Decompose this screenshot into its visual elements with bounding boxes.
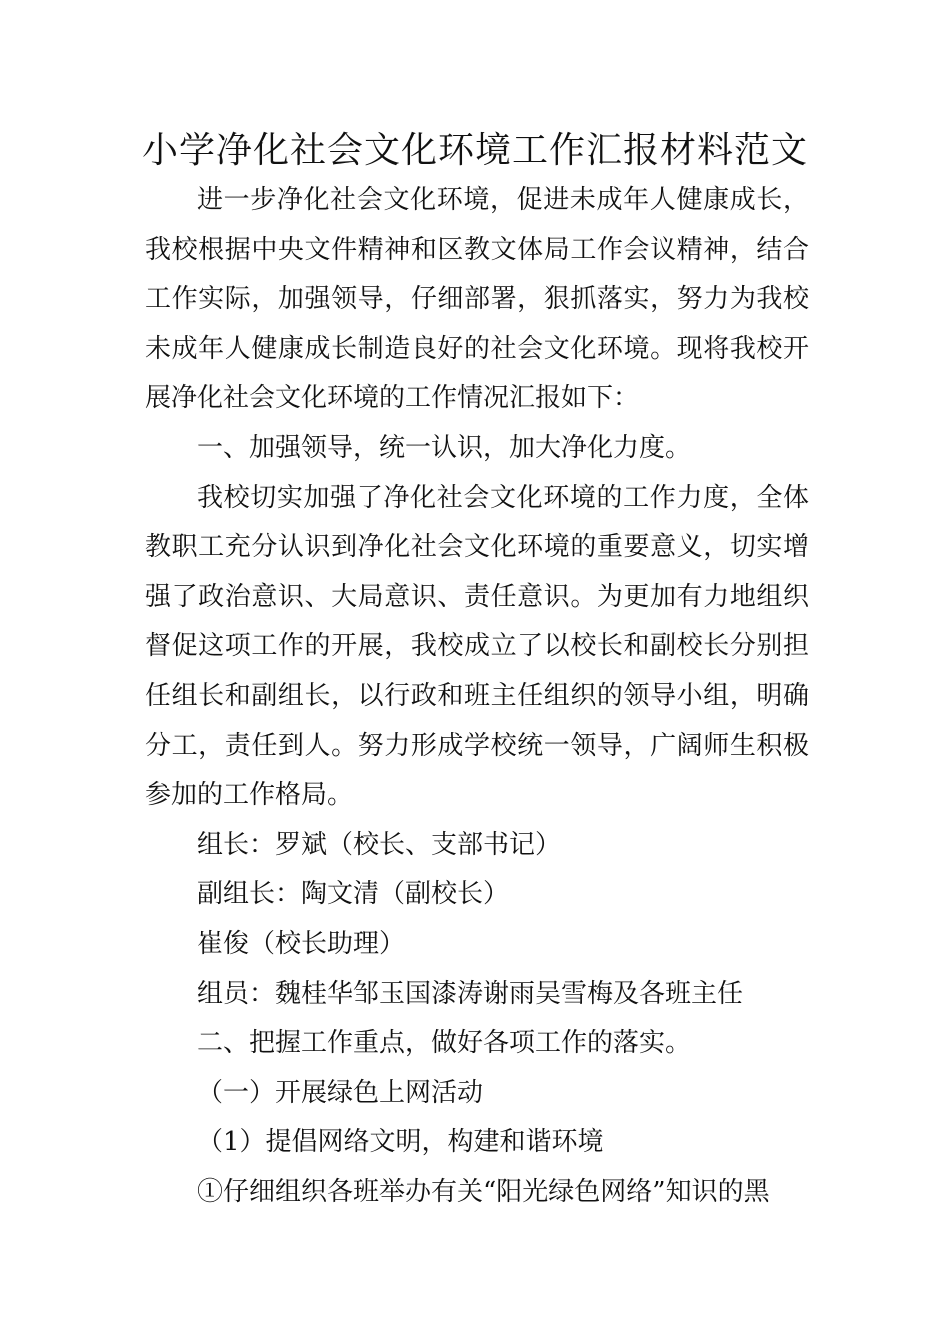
leadership-paragraph: 我校切实加强了净化社会文化环境的工作力度，全体教职工充分认识到净化社会文化环境的重要意义，切实增强了政治意识、大局意识、责任意识。为更加有力地组织督促这项工作的开展，我校成立了以校长和副校长分别担任组长和副组长，以行政和班主任组织的领导小组，明确分工，责任到人。努力形成学校统一领导，广阔师生积极参加的工作格局。 [145,482,809,811]
intro-paragraph: 进一步净化社会文化环境，促进未成年人健康成长，我校根据中央文件精神和区教文体局工作会议精神，结合工作实际，加强领导，仔细部署，狠抓落实，努力为我校未成年人健康成长制造良好的社会文化环境。现将我校开展净化社会文化环境的工作情况汇报如下： [145,185,809,414]
members-line: 组员：魏桂华邹玉国漆涛谢雨吴雪梅及各班主任 [197,978,744,1009]
subsection-heading-1: （一）开展绿色上网活动 [197,1077,484,1108]
deputy-leader-line: 副组长：陶文清（副校长） [197,879,510,910]
subsection-item-1: （1）提倡网络文明，构建和谐环境 [197,1127,604,1158]
list-item-1: ①仔细组织各班举办有关“阳光绿色网络”知识的黑 [197,1176,770,1207]
section-heading-1: 一、加强领导，统一认识，加大净化力度。 [197,432,692,463]
section-heading-2: 二、把握工作重点，做好各项工作的落实。 [197,1028,692,1059]
group-leader-line: 组长：罗斌（校长、支部书记） [197,829,562,860]
document-body [145,176,809,1217]
document-title: 小学净化社会文化环境工作汇报材料范文 [141,130,808,171]
assistant-line: 崔俊（校长助理） [197,928,406,959]
